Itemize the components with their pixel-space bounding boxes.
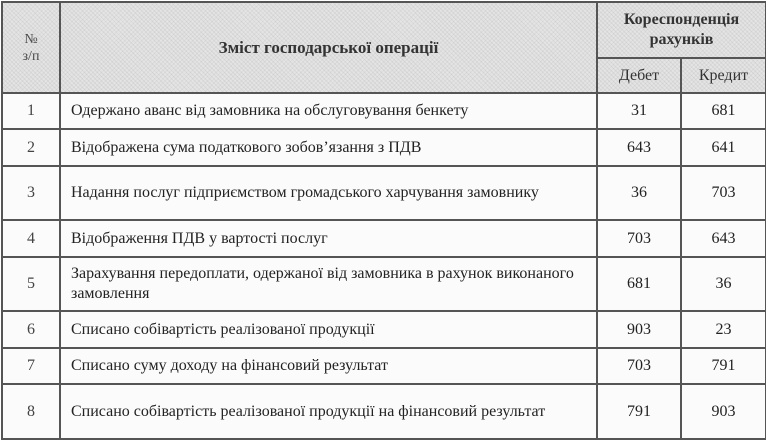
accounting-entries-table (1, 1, 766, 440)
row-credit: 23 (681, 311, 766, 347)
row-number: 1 (2, 93, 60, 129)
table-row (2, 257, 766, 312)
row-number: 6 (2, 311, 60, 347)
row-debit: 791 (597, 384, 681, 439)
row-operation: Одержано аванс від замовника на обслуговування бенкету (60, 93, 597, 129)
accounting-entries-table-container (1, 1, 765, 440)
row-credit: 36 (681, 257, 766, 312)
header-correspondence-line1: Кореспонденція (623, 11, 740, 28)
row-credit: 791 (681, 348, 766, 384)
header-row-top (2, 2, 766, 58)
row-number: 2 (2, 129, 60, 165)
header-number (2, 2, 60, 93)
row-debit: 31 (597, 93, 681, 129)
row-debit: 681 (597, 257, 681, 312)
table-row (2, 348, 766, 384)
header-correspondence (597, 2, 766, 58)
row-operation: Списано собівартість реалізованої продукції на фінансовий результат (60, 384, 597, 439)
header-number-line1: № (24, 31, 38, 47)
header-correspondence-line2: рахунків (649, 31, 714, 48)
row-number: 4 (2, 220, 60, 256)
row-operation: Зарахування передоплати, одержаної від замовника в рахунок виконаного замовлення (60, 257, 597, 312)
row-debit: 903 (597, 311, 681, 347)
row-operation: Відображення ПДВ у вартості послуг (60, 220, 597, 256)
row-debit: 36 (597, 166, 681, 221)
row-operation: Надання послуг підприємством громадського харчування замовнику (60, 166, 597, 221)
row-number: 3 (2, 166, 60, 221)
table-row (2, 220, 766, 256)
row-credit: 643 (681, 220, 766, 256)
header-credit: Кредит (681, 58, 766, 93)
table-row (2, 311, 766, 347)
row-debit: 703 (597, 348, 681, 384)
table-row (2, 166, 766, 221)
header-number-line2: з/п (22, 48, 40, 64)
row-credit: 703 (681, 166, 766, 221)
row-debit: 643 (597, 129, 681, 165)
row-operation: Списано суму доходу на фінансовий результат (60, 348, 597, 384)
header-debit: Дебет (597, 58, 681, 93)
row-number: 5 (2, 257, 60, 312)
row-operation: Списано собівартість реалізованої продукції (60, 311, 597, 347)
row-debit: 703 (597, 220, 681, 256)
row-number: 8 (2, 384, 60, 439)
row-credit: 903 (681, 384, 766, 439)
header-content: Зміст господарської операції (60, 2, 597, 93)
row-operation: Відображена сума податкового зобов’язання з ПДВ (60, 129, 597, 165)
row-credit: 641 (681, 129, 766, 165)
table-row (2, 384, 766, 439)
row-credit: 681 (681, 93, 766, 129)
row-number: 7 (2, 348, 60, 384)
table-row (2, 129, 766, 165)
table-row (2, 93, 766, 129)
